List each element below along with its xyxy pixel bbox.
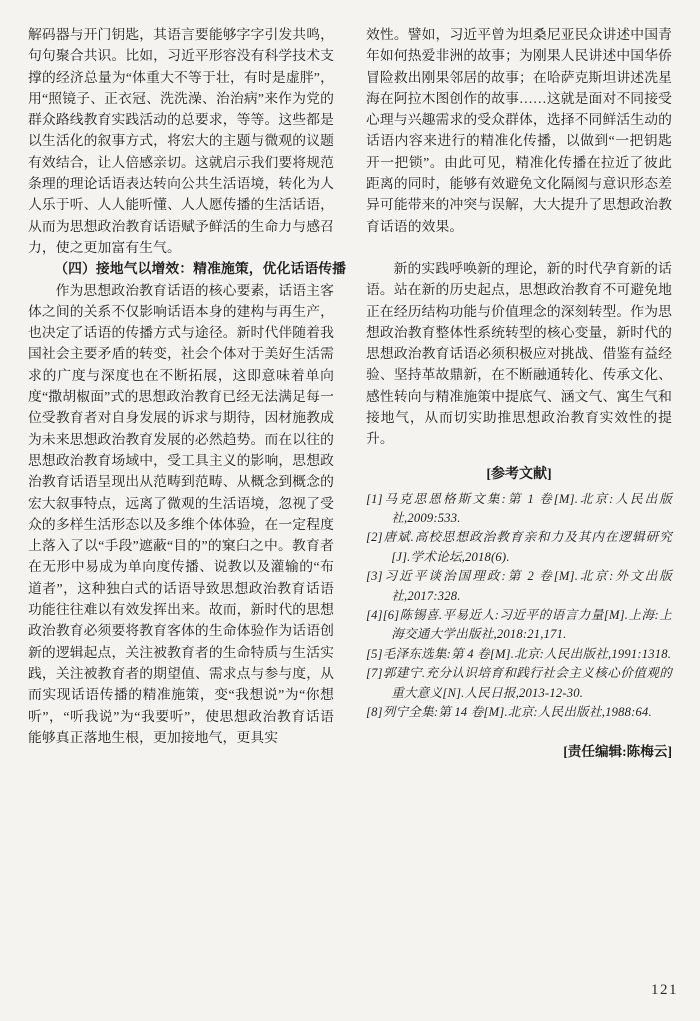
left-paragraph: 作为思想政治教育话语的核心要素，话语主客体之间的关系不仅影响话语本身的建构与再生产，也决定了话语的传播方式与途径。新时代伴随着我国社会主要矛盾的转变，社会个体对于美好生活需求的广度与深度也在不断拓展，这即意味着单向度“撒胡椒面”式的思想政治教育已经无法满足每一位受教育者对自身发展的诉求与期待，因材施教成为未来思想政治教育发展的必然趋势。而在以往的思想政治教育场域中，受工具主义的影响，思想政治教育话语呈现出从范畴到范畴、从概念到概念的宏大叙事特点，远离了微观的生活语境，忽视了受众的多样生活形态以及多维个体体验，在一定程度上落入了以“手段”遮蔽“目的”的窠臼之中。教育者在无形中易成为单向度传播、说教以及灌输的“布道者”，这种独白式的话语导致思想政治教育话语功能往往难以有效发挥出来。故而，新时代的思想政治教育必须要将教育客体的生命体验作为话语创新的逻辑起点，关注被教育者的生命特质与生活实践，关注被教育者的期望值、需求点与参与度，从而实现话语传播的精准施策，变“我想说”为“你想听”，“听我说”为“我要听”，使思想政治教育话语能够真正落地生根，更加接地气，更具实 — [28, 282, 334, 745]
references-list — [366, 490, 672, 762]
reference-item: [3]习近平谈治国理政:第 2 卷[M].北京:外文出版社,2017:328. — [366, 569, 672, 603]
reference-item: [8]列宁全集:第 14 卷[M].北京:人民出版社,1988:64. — [366, 705, 652, 720]
page-number: 121 — [651, 982, 678, 998]
left-paragraph-continuation: 解码器与开门钥匙，其语言要能够字字引发共鸣，句句聚合共识。比如，习近平形容没有科学技术支撑的经济总量为“体重大不等于壮，有时是虚胖”，用“照镜子、正衣冠、洗洗澡、治治病”来作为党的群众路线教育实践活动的总要求，等等。这些都是以生活化的叙事方式，将宏大的主题与微观的议题有效结合，让人倍感亲切。这就启示我们要将规范条理的理论话语表达转向公共生活语境，转化为人人乐于听、人人能听懂、人人愿传播的生活话语，从而为思想政治教育话语赋予鲜活的生命力与感召力，使之更加富有生气。 — [28, 27, 334, 255]
reference-item: [2]唐斌.高校思想政治教育亲和力及其内在逻辑研究[J].学术论坛,2018(6). — [366, 530, 672, 564]
right-paragraph-continuation: 效性。譬如，习近平曾为坦桑尼亚民众讲述中国青年如何热爱非洲的故事；为刚果人民讲述中国华侨冒险救出刚果邻居的故事；在哈萨克斯坦讲述冼星海在阿拉木图创作的故事……这就是面对不同接受心理与兴趣需求的受众群体，选择不同鲜活生动的话语内容来进行的精准化传播，以做到“一把钥匙开一把锁”。由此可见，精准化传播在拉近了彼此距离的同时，能够有效避免文化隔阂与意识形态差异可能带来的冲突与误解，大大提升了思想政治教育话语的效果。 — [366, 27, 672, 234]
left-column — [28, 24, 347, 762]
responsible-editor-line: [责任编辑:陈梅云] — [563, 743, 672, 759]
reference-item: [7]郭建宁.充分认识培育和践行社会主义核心价值观的重大意义[N].人民日报,2013-12-30. — [366, 666, 672, 700]
references-title: [参考文献] — [486, 466, 552, 482]
right-column — [366, 24, 672, 762]
reference-item: [4][6]陈锡喜.平易近人:习近平的语言力量[M].上海:上海交通大学出版社,2018:21,171. — [366, 608, 672, 642]
section-heading: （四）接地气以增效：精准施策，优化话语传播 — [54, 261, 347, 277]
reference-item: [5]毛泽东选集:第 4 卷[M].北京:人民出版社,1991:1318. — [366, 646, 672, 661]
reference-item: [1]马克思恩格斯文集:第 1 卷[M].北京:人民出版社,2009:533. — [366, 491, 672, 526]
right-paragraph: 新的实践呼唤新的理论，新的时代孕育新的话语。站在新的历史起点，思想政治教育不可避免地正在经历结构功能与价值理念的深刻转型。作为思想政治教育整体性系统转型的核心变量，新时代的思想政治教育话语必须积极应对挑战、借鉴有益经验、坚持革故鼎新，在不断融通转化、传承文化、感性转向与精准施策中提底气、涵文气、寓生气和接地气，从而切实助推思想政治教育实效性的提升。 — [366, 260, 672, 447]
two-column-layout — [28, 24, 672, 762]
